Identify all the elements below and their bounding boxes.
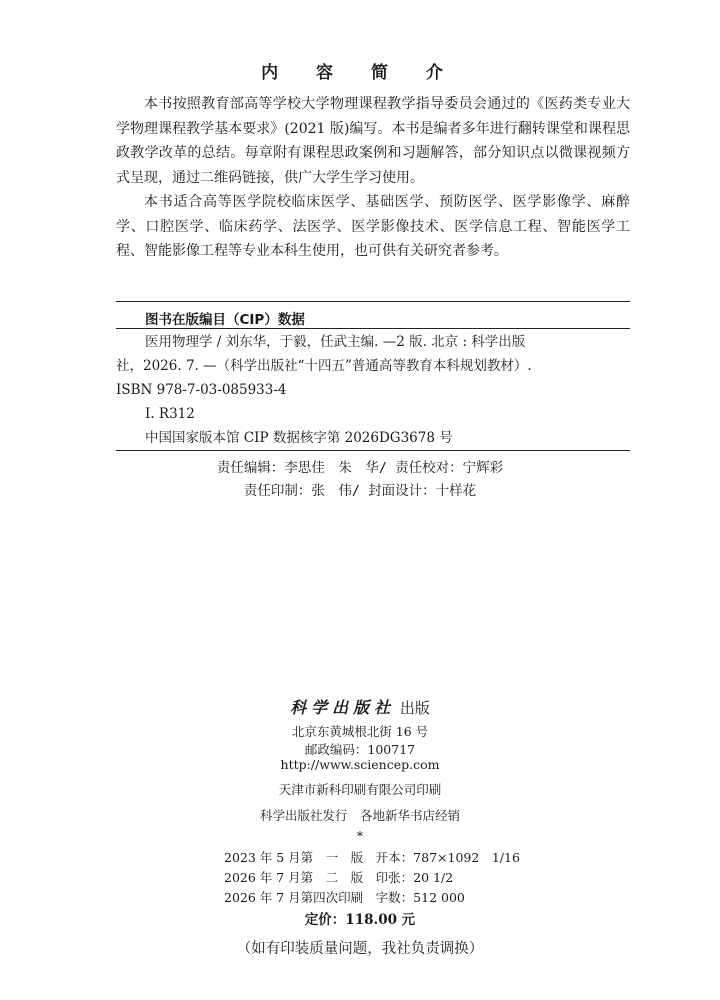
publisher-suffix: 出版: [395, 699, 430, 717]
credits-line-1: 责任编辑：李思佳 朱 华/ 责任校对：宁辉彩: [216, 460, 504, 476]
cip-line-4: Ⅰ. R312: [145, 406, 195, 422]
edition-row-3: 2026 年 7 月第四次印刷 字数：512 000: [224, 890, 465, 905]
publisher-url: http://www.sciencep.com: [280, 757, 440, 772]
edition-row-2: 2026 年 7 月第 二 版 印张：20 1/2: [224, 870, 454, 885]
quality-notice: （如有印装质量问题，我社负责调换）: [236, 941, 484, 957]
edition-row-1: 2023 年 5 月第 一 版 开本：787×1092 1/16: [224, 850, 520, 865]
cip-line-2: 社，2026. 7. —（科学出版社“十四五”普通高等教育本科规划教材）.: [116, 358, 532, 374]
cip-line-1: 医用物理学 / 刘东华，于毅，任武主编. —2 版. 北京 : 科学出版: [145, 334, 526, 350]
page-title: 内 容 简 介: [261, 63, 459, 83]
publisher-name: [0, 695, 720, 718]
cip-line-5: 中国国家版本馆 CIP 数据核字第 2026DG3678 号: [145, 430, 453, 446]
cip-top-rule: [116, 301, 630, 302]
publisher-brand-logo: 科学出版社: [290, 698, 396, 717]
intro-paragraph-2: 本书适合高等医学院校临床医学、基础医学、预防医学、医学影像学、麻醉学、口腔医学、临床药学、法医学、医学影像技术、医学信息工程、智能医学工程、智能影像工程等专业本科生使用，也可供有关研究者参考。: [116, 194, 630, 259]
cip-line-3: ISBN 978-7-03-085933-4: [116, 382, 287, 398]
cip-record: [116, 330, 630, 450]
publisher-postcode: 邮政编码：100717: [304, 742, 416, 757]
cip-bottom-rule: [116, 450, 630, 451]
intro-text: [116, 92, 630, 264]
intro-paragraph-1: 本书按照教育部高等学校大学物理课程教学指导委员会通过的《医药类专业大学物理课程教学基本要求》(2021 版)编写。本书是编者多年进行翻转课堂和课程思政教学改革的总结。每章附有课程思政案例和习题解答，部分知识点以微课视频方式呈现，通过二维码链接，供广大学生学习使用。: [116, 96, 630, 186]
cip-heading-rule: [116, 328, 630, 329]
price: 定价：118.00 元: [304, 912, 416, 928]
distribution-info: 科学出版社发行 各地新华书店经销: [259, 808, 460, 823]
printer-info: 天津市新科印刷有限公司印刷: [278, 782, 442, 797]
separator-star: *: [356, 828, 364, 843]
publisher-address: 北京东黄城根北街 16 号: [291, 724, 429, 739]
credits-line-2: 责任印制：张 伟/ 封面设计：十样花: [243, 483, 477, 499]
cip-heading: 图书在版编目（CIP）数据: [145, 312, 305, 328]
